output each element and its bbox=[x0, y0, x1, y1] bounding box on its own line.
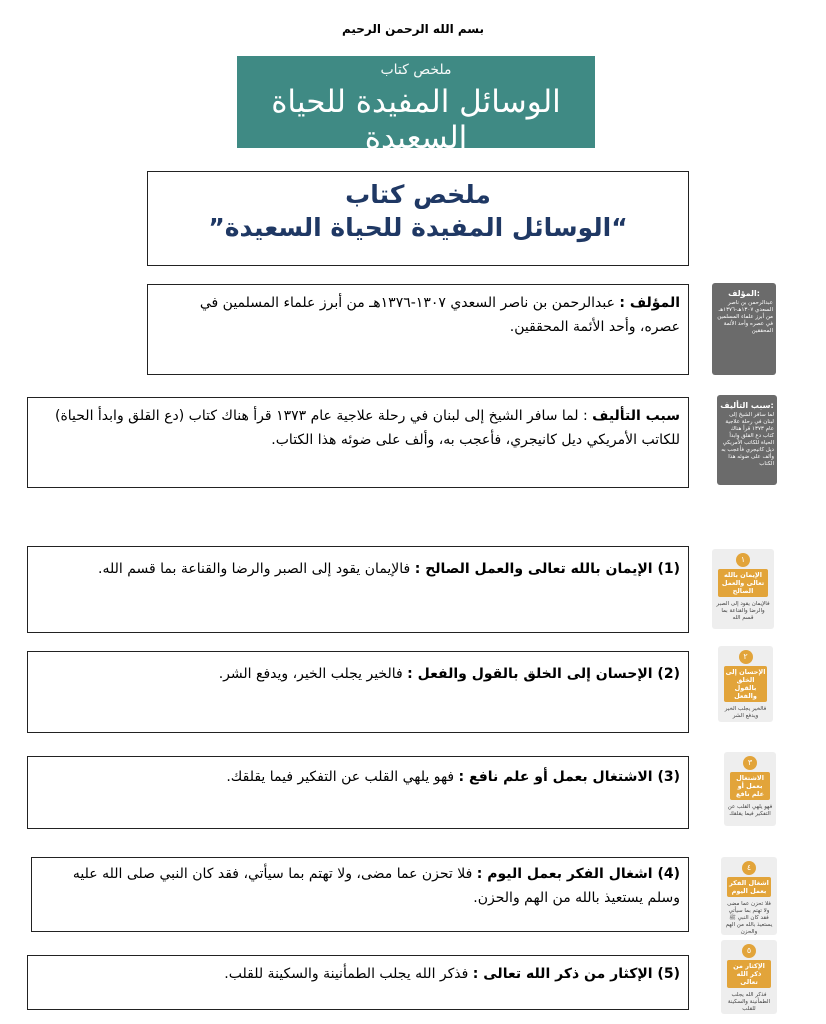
reason-thumb-body: لما سافر الشيخ إلى لبنان في رحلة علاجية عام ١٣٧٣ قرأ هناك كتاب دع القلق وابدأ الحياة للكاتب الأمريكي ديل كانيجري فأعجب به وألف على ضوئه هذا الكتاب bbox=[721, 412, 774, 467]
thumb-number: ٢ bbox=[739, 650, 753, 664]
reason-thumb-head: سبب التأليف: bbox=[720, 401, 774, 410]
banner-subtitle: ملخص كتاب bbox=[380, 62, 452, 78]
reason-text: : لما سافر الشيخ إلى لبنان في رحلة علاجية عام ١٣٧٣ قرأ هناك كتاب (دع القلق وابدأ الحياة) للكاتب الأمريكي ديل كانيجري، فأعجب به، وألف على ضوئه هذا الكتاب. bbox=[54, 408, 680, 448]
thumb-head: اشغال الفكر بعمل اليوم bbox=[727, 877, 771, 897]
thumb-number: ٤ bbox=[742, 861, 756, 875]
author-text: عبدالرحمن بن ناصر السعدي ١٣٠٧-١٣٧٦هـ من أبرز علماء المسلمين في عصره، وأحد الأئمة المحققين. bbox=[199, 295, 680, 335]
point-label: (2) الإحسان إلى الخلق بالقول والفعل : bbox=[407, 666, 680, 682]
point-text: فهو يلهي القلب عن التفكير فيما يقلقك. bbox=[226, 769, 459, 785]
point-label: (4) اشغال الفكر بعمل اليوم : bbox=[476, 866, 680, 882]
author-thumb-body: عبدالرحمن بن ناصر السعدي ١٣٠٧هـ-١٣٧٦هـ من أبرز علماء المسلمين في عصره وأحد الأئمة المحققين bbox=[717, 300, 773, 334]
reason-label: سبب التأليف bbox=[592, 408, 680, 424]
point-box-1 bbox=[27, 546, 689, 633]
author-thumb-head: المؤلف: bbox=[728, 289, 760, 298]
point-thumbnail-4 bbox=[721, 857, 777, 935]
author-box bbox=[147, 284, 689, 375]
thumb-body: فذكر الله يجلب الطمأنينة والسكينة للقلب bbox=[727, 992, 771, 1012]
point-label: (5) الإكثار من ذكر الله تعالى : bbox=[472, 966, 680, 982]
point-thumbnail-1 bbox=[712, 549, 774, 629]
reason-box bbox=[27, 397, 689, 488]
point-box-2 bbox=[27, 651, 689, 733]
title-box bbox=[147, 171, 689, 266]
point-box-4 bbox=[31, 857, 689, 932]
point-text: فالإيمان يقود إلى الصبر والرضا والقناعة بما قسم الله. bbox=[98, 561, 415, 577]
thumb-head: الإيمان بالله تعالى والعمل الصالح bbox=[718, 569, 768, 597]
point-box-3 bbox=[27, 756, 689, 829]
point-text: فذكر الله يجلب الطمأنينة والسكينة للقلب. bbox=[224, 966, 473, 982]
point-text: فلا تحزن عما مضى، ولا تهتم بما سيأتي، فقد كان النبي صلى الله عليه وسلم يستعيذ بالله من الهم والحزن. bbox=[72, 866, 680, 906]
thumb-number: ٣ bbox=[743, 756, 757, 770]
thumb-head: الإكثار من ذكر الله تعالى bbox=[727, 960, 771, 988]
point-label: (3) الاشتغال بعمل أو علم نافع : bbox=[458, 769, 680, 785]
point-text: فالخير يجلب الخير، ويدفع الشر. bbox=[218, 666, 408, 682]
point-label: (1) الإيمان بالله تعالى والعمل الصالح : bbox=[414, 561, 680, 577]
thumb-number: ١ bbox=[736, 553, 750, 567]
thumb-body: فالخير يجلب الخير ويدفع الشر bbox=[724, 706, 767, 719]
author-label: المؤلف : bbox=[619, 295, 680, 311]
basmala: بسم الله الرحمن الرحيم bbox=[341, 22, 485, 36]
thumb-body: فهو يلهي القلب عن التفكير فيما يقلقك bbox=[727, 804, 773, 817]
banner-title: الوسائل المفيدة للحياة السعيدة bbox=[271, 84, 561, 156]
thumb-body: فالإيمان يقود إلى الصبر والرضا والقناعة بما قسم الله bbox=[716, 601, 770, 621]
point-thumbnail-2 bbox=[718, 646, 773, 722]
point-thumbnail-3 bbox=[724, 752, 776, 826]
title-line-2: ”الوسائل المفيدة للحياة السعيدة“ bbox=[208, 213, 628, 242]
point-thumbnail-5 bbox=[721, 940, 777, 1014]
thumb-number: ٥ bbox=[742, 944, 756, 958]
point-box-5 bbox=[27, 955, 689, 1010]
title-line-1: ملخص كتاب bbox=[345, 180, 491, 209]
author-thumbnail bbox=[712, 283, 776, 375]
thumb-head: الإحسان إلى الخلق بالقول والفعل bbox=[725, 668, 766, 700]
thumb-body: فلا تحزن عما مضى ولا تهتم بما سيأتي فقد كان النبي ﷺ يستعيذ بالله من الهم والحزن bbox=[725, 901, 773, 935]
thumb-head: الاشتغال بعمل أو علم نافع bbox=[730, 772, 770, 800]
book-banner bbox=[237, 56, 595, 156]
reason-thumbnail bbox=[717, 395, 777, 485]
